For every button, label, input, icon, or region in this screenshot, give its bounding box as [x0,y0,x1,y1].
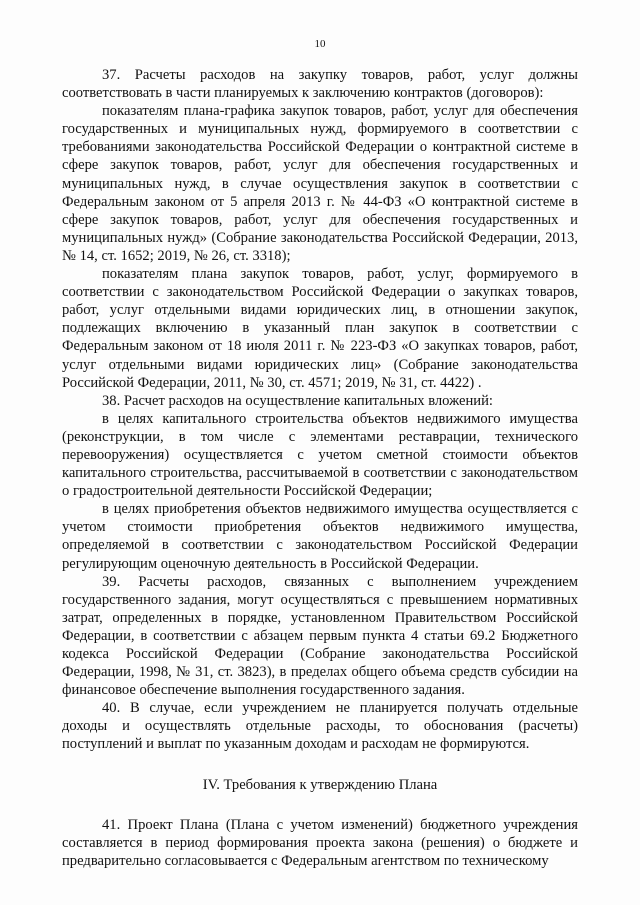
section-heading: IV. Требования к утверждению Плана [202,776,438,793]
paragraph-38-construction: в целях капитального строительства объектов недвижимого имущества (реконструкции, в том числе с элементами реставрации, технического перевооружения) осуществляется с учетом сметной стоимости объектов капитального строительства, рассчитываемой в соответствии с законодательством о градостроительной деятельности Российской Федерации; [62,410,578,500]
paragraph-40: 40. В случае, если учреждением не планируется получать отдельные доходы и осуществлять отдельные расходы, то обоснования (расчеты) поступлений и выплат по указанным доходам и расходам не формируются. [62,700,578,753]
paragraph-39: 39. Расчеты расходов, связанных с выполнением учреждением государственного задания, могут осуществляться с превышением нормативных затрат, определенных в порядке, установленном Правительством Российской Федерации, в соответствии с абзацем первым пункта 4 статьи 69.2 Бюджетного кодекса Российской Федерации (Собрание законодательства Российской Федерации, 1998, № 31, ст. 3823), в пределах общего объема средств субсидии на финансовое обеспечение выполнения государственного задания. [62,573,578,699]
paragraph-38-acquisition: в целях приобретения объектов недвижимого имущества осуществляется с учетом стоимости приобретения объектов недвижимого имущества, определяемой в соответствии с законодательством Российской Федерации регулирующим оценочную деятельность в Российской Федерации. [62,501,578,572]
paragraph-38: 38. Расчет расходов на осуществление капитальных вложений: [102,392,493,409]
paragraph-37: 37. Расчеты расходов на закупку товаров, работ, услуг должны соответствовать в части планируемых к заключению контрактов (договоров): [62,67,578,102]
document-body [62,66,578,870]
page-number: 10 [314,38,326,50]
paragraph-37-procurement-plan: показателям плана закупок товаров, работ, услуг, формируемого в соответствии с законодательством Российской Федерации о закупках товаров, работ, услуг отдельными видами юридических лиц, в отношении закупок, подлежащих включению в указанный план закупок в соответствии с Федеральным законом от 18 июля 2011 г. № 223-ФЗ «О закупках товаров, работ, услуг отдельными видами юридических лиц» (Собрание законодательства Российской Федерации, 2011, № 30, ст. 4571; 2019, № 31, ст. 4422) . [62,266,578,391]
paragraph-37-plan-schedule: показателям плана-графика закупок товаров, работ, услуг для обеспечения государственных и муниципальных нужд, формируемого в соответствии с требованиями законодательства Российской Федерации о контрактной системе в сфере закупок товаров, работ, услуг для обеспечения государственных и муниципальных нужд, в случае осуществления закупок в соответствии с Федеральным законом от 5 апреля 2013 г. № 44-ФЗ «О контрактной системе в сфере закупок товаров, работ, услуг для обеспечения государственных и муниципальных нужд» (Собрание законодательства Российской Федерации, 2013, № 14, ст. 1652; 2019, № 26, ст. 3318); [62,103,578,264]
paragraph-41: 41. Проект Плана (Плана с учетом изменений) бюджетного учреждения составляется в период формирования проекта закона (решения) о бюджете и предварительно согласовывается с Федеральным агентством по техническому [62,816,578,869]
